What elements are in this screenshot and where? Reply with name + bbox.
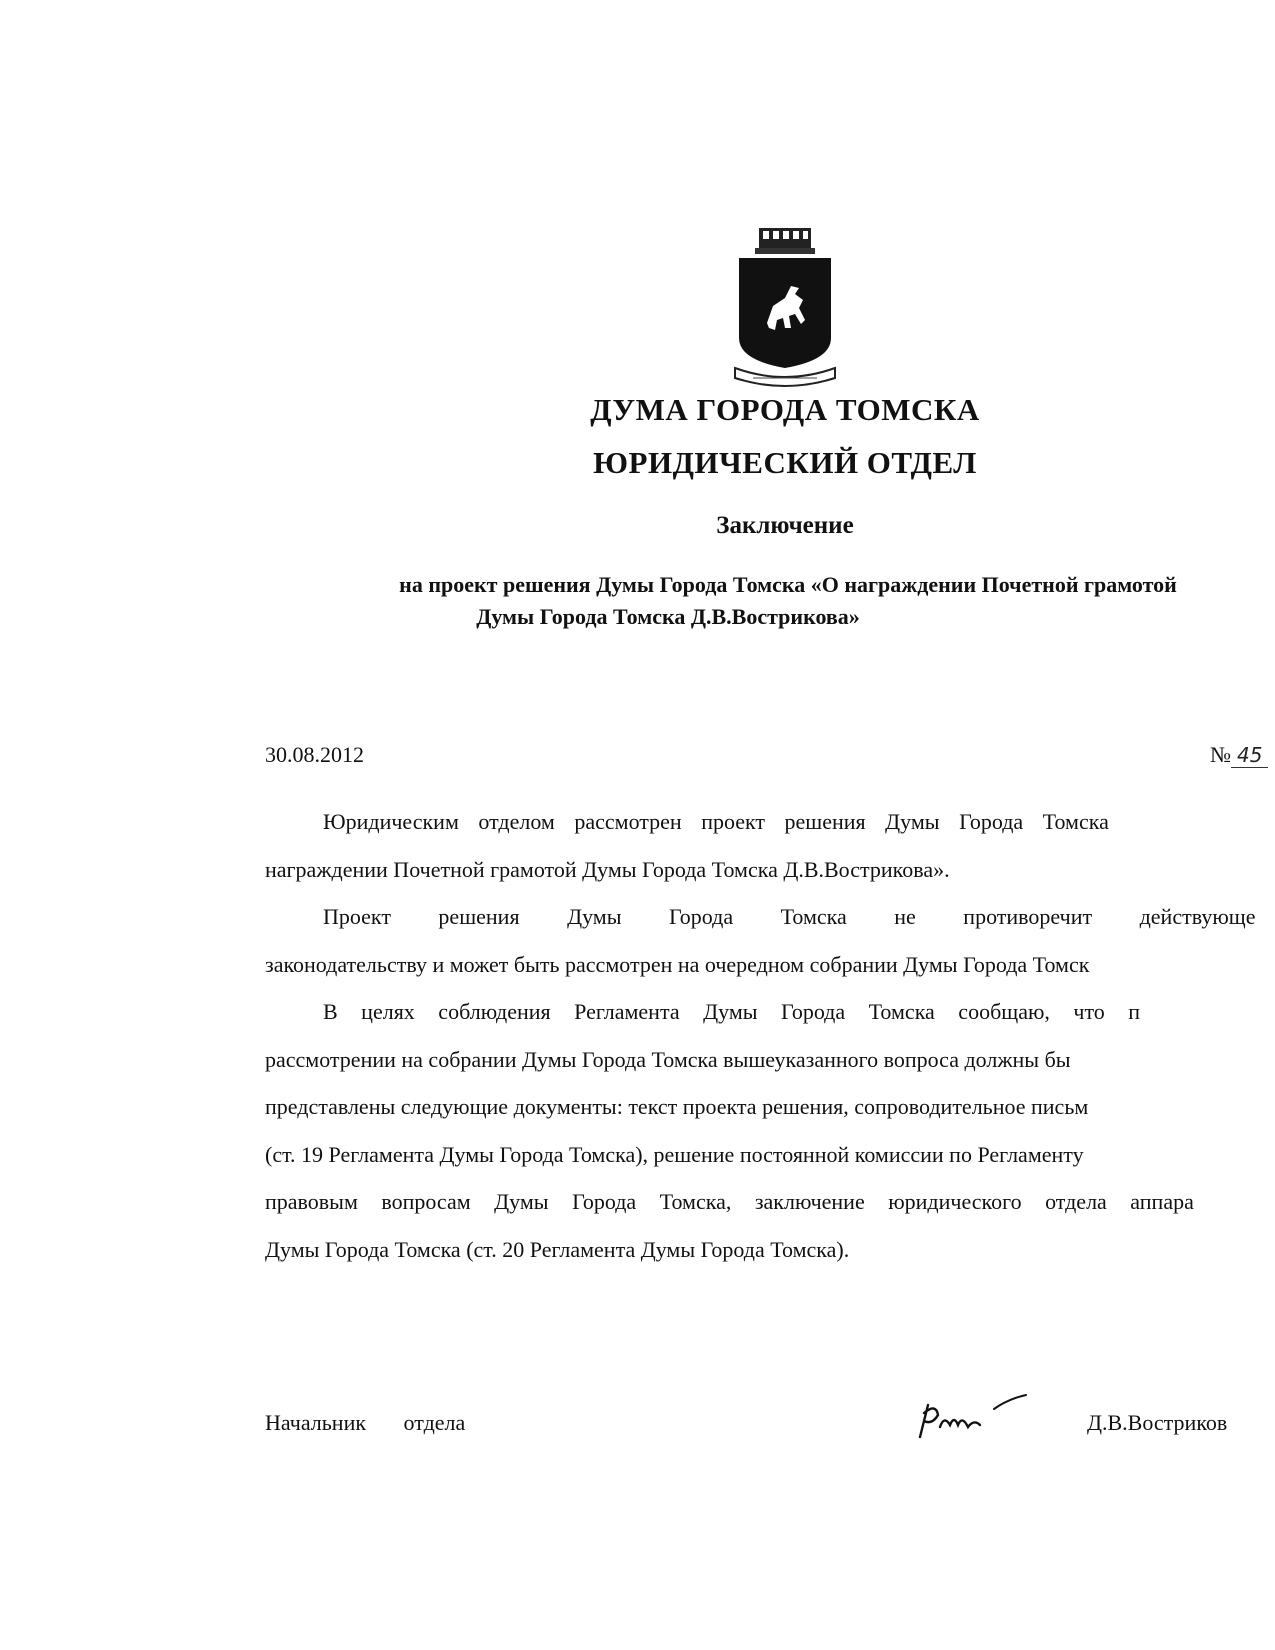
handwritten-signature xyxy=(902,1385,1032,1445)
body-line: Думы Города Томска (ст. 20 Регламента Думы Города Томска). xyxy=(265,1236,850,1262)
handwritten-number: 45 xyxy=(1231,743,1268,768)
body-line: В целях соблюдения Регламента Думы Города Томска сообщаю, что п xyxy=(323,999,1141,1024)
department-name: ЮРИДИЧЕСКИЙ ОТДЕЛ xyxy=(593,445,977,480)
subject-line-2: Думы Города Томска Д.В.Вострикова» xyxy=(476,604,860,629)
body-line: (ст. 19 Регламента Думы Города Томска), решение постоянной комиссии по Регламенту xyxy=(265,1141,1084,1167)
signatory-name: Д.В.Востриков xyxy=(1087,1410,1228,1435)
body-line: рассмотрении на собрании Думы Города Томска вышеуказанного вопроса должны бы xyxy=(265,1046,1071,1072)
document-subject xyxy=(298,569,1275,633)
subject-line-1: на проект решения Думы Города Томска «О награждении Почетной грамотой xyxy=(399,572,1177,597)
body-line: представлены следующие документы: текст проекта решения, сопроводительное письм xyxy=(265,1094,1089,1119)
tomsk-coat-of-arms-icon xyxy=(733,228,837,392)
body-line: Юридическим отделом рассмотрен проект решения Думы Города Томска xyxy=(323,809,1109,834)
signatory-position: Начальник отдела xyxy=(265,1410,466,1435)
body-line: законодательству и может быть рассмотрен на очередном собрании Думы Города Томск xyxy=(265,951,1090,977)
document-body xyxy=(265,798,1275,1273)
document-title: Заключение xyxy=(716,512,854,539)
body-line: правовым вопросам Думы Города Томска, заключение юридического отдела аппара xyxy=(265,1189,1194,1214)
number-prefix: № xyxy=(1210,742,1231,767)
document-date: 30.08.2012 xyxy=(265,742,364,767)
organization-name: ДУМА ГОРОДА ТОМСКА xyxy=(590,392,980,427)
body-line: награждении Почетной грамотой Думы Города Томска Д.В.Вострикова». xyxy=(265,856,950,882)
document-number xyxy=(1210,742,1268,768)
body-line: Проект решения Думы Города Томска не противоречит действующе xyxy=(323,904,1256,929)
